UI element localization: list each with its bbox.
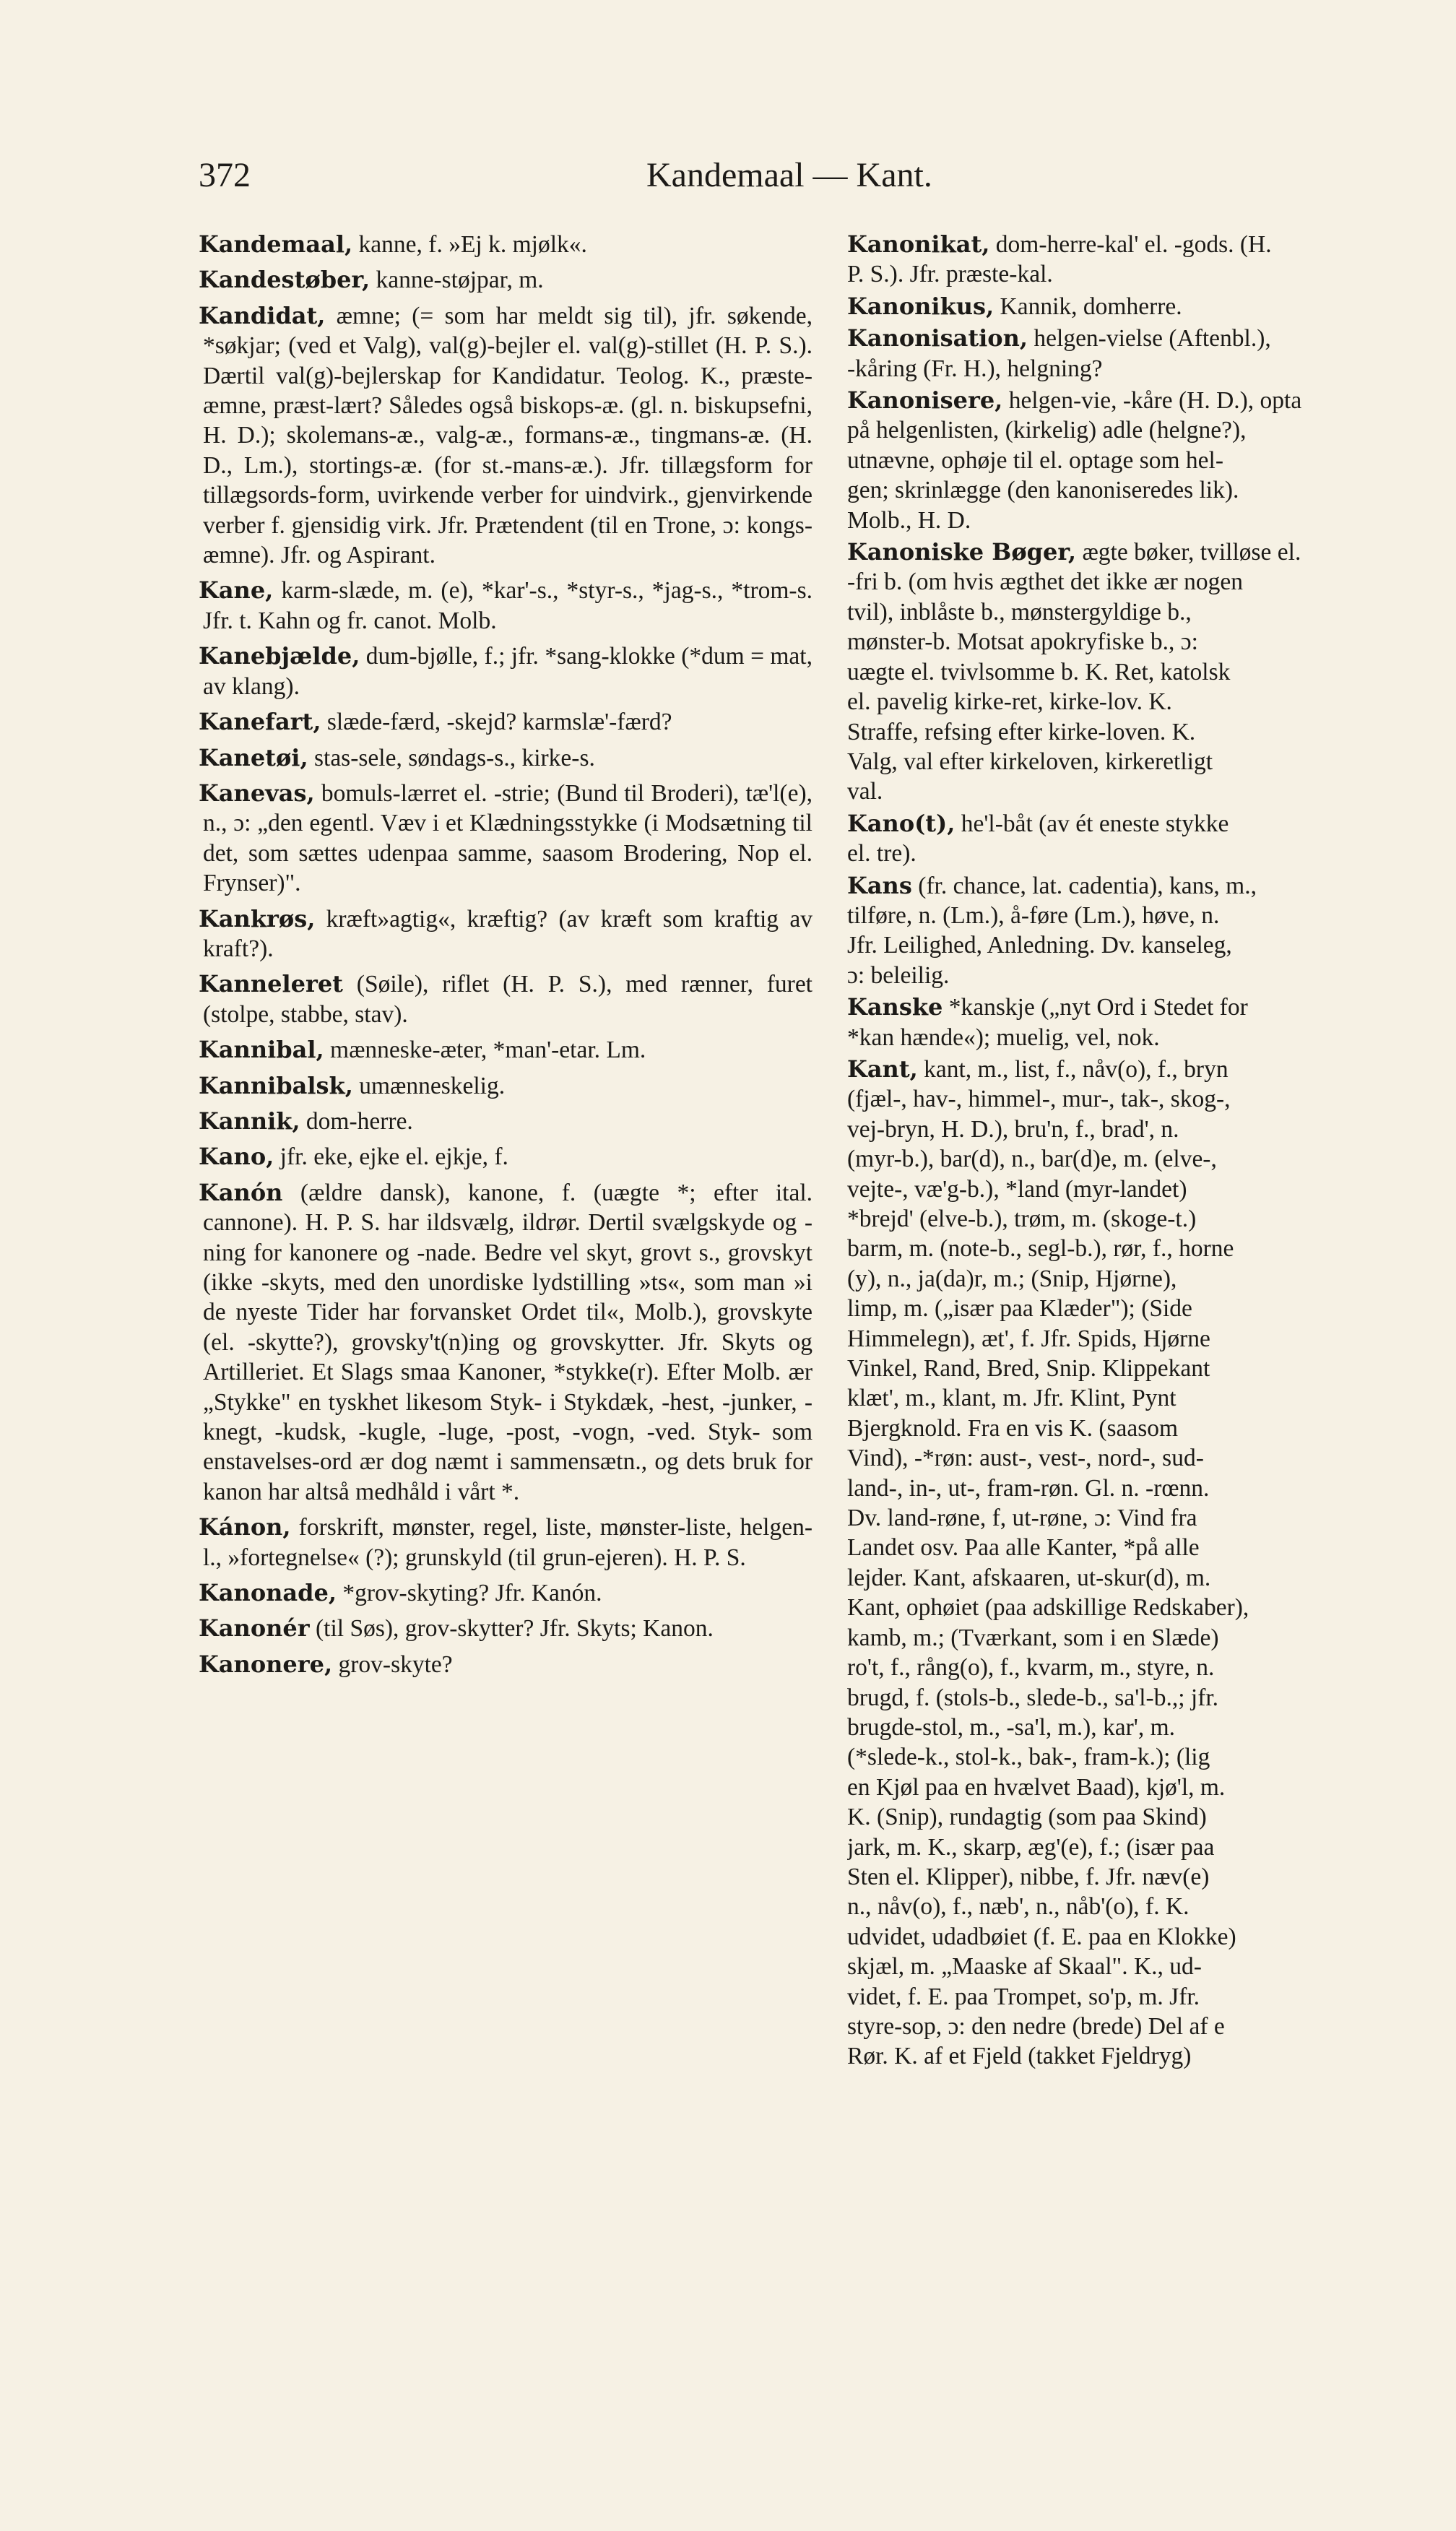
dictionary-entry — [199, 779, 812, 899]
definition: stas-sele, søndags-s., kirke-s. — [308, 744, 595, 771]
definition-continuation: brugd, f. (stols-b., slede-b., sa'l-b.,; jfr. — [847, 1684, 1219, 1711]
definition: kræft»agtig«, kræftig? (av kræft som kraftig av kraft?). — [203, 905, 812, 962]
definition-continuation: Himmelegn), æt', f. Jfr. Spids, Hjørne — [847, 1325, 1210, 1352]
definition-continuation: ro't, f., rång(o), f., kvarm, m., styre, n. — [847, 1654, 1215, 1682]
definition: mænneske-æter, *man'-etar. Lm. — [324, 1037, 646, 1064]
definition-continuation: udvidet, udadbøiet (f. E. paa en Klokke) — [847, 1923, 1236, 1950]
headword: Kanón — [199, 1178, 283, 1206]
definition-continuation: jark, m. K., skarp, æg'(e), f.; (især paa — [847, 1833, 1215, 1861]
definition-continuation: tvil), inblåste b., mønstergyldige b., — [847, 598, 1192, 626]
page-number: 372 — [199, 156, 251, 194]
definition-continuation: Molb., H. D. — [847, 506, 971, 534]
dictionary-entry — [199, 641, 812, 701]
headword: Kano, — [199, 1143, 274, 1171]
dictionary-entry — [199, 265, 812, 295]
definition-continuation: *kan hænde«); muelig, vel, nok. — [847, 1024, 1160, 1051]
definition-continuation: Rør. K. af et Fjeld (takket Fjeldryg) — [847, 2043, 1192, 2070]
definition: kanne-støjpar, m. — [370, 267, 544, 294]
headword: Kannik, — [199, 1107, 300, 1135]
definition-continuation: gen; skrinlægge (den kanoniseredes lik). — [847, 477, 1239, 504]
headword: Kant, — [847, 1055, 918, 1083]
dictionary-entry — [199, 1513, 812, 1572]
definition-continuation: utnævne, ophøje til el. optage som hel- — [847, 446, 1224, 474]
definition: Kannik, domherre. — [994, 293, 1182, 320]
definition: (til Søs), grov-skytter? Jfr. Skyts; Kanon. — [309, 1615, 714, 1643]
definition: he'l-båt (av ét eneste stykke — [955, 810, 1229, 837]
dictionary-entry — [847, 871, 1456, 991]
definition: forskrift, mønster, regel, liste, mønster-liste, helgen-l., »fortegnelse« (?); grunskyld (til grun-ejeren). H. P. S. — [203, 1514, 812, 1571]
definition-continuation: Vind), -*røn: aust-, vest-, nord-, sud- — [847, 1445, 1204, 1472]
definition-continuation: el. tre). — [847, 840, 916, 868]
headword: Kanebjælde, — [199, 642, 360, 670]
definition-continuation: Valg, val efter kirkeloven, kirkeretligt — [847, 748, 1213, 775]
definition: bomuls-lærret el. -strie; (Bund til Broderi), tæ'l(e), n., ɔ: „den egentl. Væv i et Klædningsstykke (i Modsætning til det, som sættes udenpaa samme, saasom Brodering, Nop el. Frynser)". — [203, 779, 812, 897]
definition-continuation: Landet osv. Paa alle Kanter, *på alle — [847, 1534, 1200, 1562]
definition-continuation: lejder. Kant, afskaaren, ut-skur(d), m. — [847, 1564, 1211, 1591]
dictionary-entry — [199, 1035, 812, 1065]
definition-continuation: P. S.). Jfr. præste-kal. — [847, 261, 1053, 288]
headword: Kandemaal, — [199, 230, 353, 258]
dictionary-entry — [199, 1107, 812, 1136]
headword: Kane, — [199, 576, 274, 605]
dictionary-entry — [847, 537, 1456, 807]
headword: Kanonade, — [199, 1579, 337, 1607]
definition: slæde-færd, -skejd? karmslæ'-færd? — [321, 709, 672, 736]
definition-continuation: el. pavelig kirke-ret, kirke-lov. K. — [847, 688, 1172, 716]
headword: Kanneleret — [199, 970, 343, 998]
definition: dum-bjølle, f.; jfr. *sang-klokke (*dum = mat, av klang). — [203, 643, 812, 700]
definition: ægte bøker, tvilløse el. — [1076, 539, 1301, 566]
definition-continuation: uægte el. tvivlsomme b. K. Ret, katolsk — [847, 658, 1231, 685]
definition-continuation: (y), n., ja(da)r, m.; (Snip, Hjørne), — [847, 1265, 1177, 1292]
headword: Kannibalsk, — [199, 1071, 353, 1099]
definition-continuation: Straffe, refsing efter kirke-loven. K. — [847, 718, 1196, 745]
definition: *kanskje („nyt Ord i Stedet for — [942, 994, 1248, 1021]
definition-continuation: vej-bryn, H. D.), bru'n, f., brad', n. — [847, 1115, 1179, 1143]
definition-continuation: Vinkel, Rand, Bred, Snip. Klippekant — [847, 1355, 1210, 1383]
definition-continuation: videt, f. E. paa Trompet, so'p, m. Jfr. — [847, 1983, 1200, 2010]
definition-continuation: på helgenlisten, (kirkelig) adle (helgne?), — [847, 417, 1247, 444]
dictionary-entry — [199, 1614, 812, 1643]
definition: (Søile), riflet (H. P. S.), med rænner, furet (stolpe, stabbe, stav). — [203, 971, 812, 1028]
headword: Kannibal, — [199, 1036, 324, 1064]
definition: (ældre dansk), kanone, f. (uægte *; efter ital. cannone). H. P. S. har ildsvælg, ildrør. Dertil svælgskyde og -ning for kanonere og -nade. Bedre vel skyt, grovt s., grovskyt (ikke -skyts, med den unordiske lydstilling »ts«, som man »i de nyeste Tider har forvansket Ordet til«, Molb.), grovskyte (el. -skytte?), grovsky't(n)ing og grovskytter. Jfr. Skyts og Artilleriet. Et Slags smaa Kanoner, *stykke(r). Efter Molb. ær „Stykke" en tyskhet likesom Styk- i Stykdæk, -hest, -junker, -knegt, -kudsk, -kugle, -luge, -post, -vogn, -ved. Styk- som enstavelses-ord ær dog næmt i sammensætn., og dets bruk for kanon har altså medhåld i vårt *. — [203, 1179, 812, 1505]
headword: Kandidat, — [199, 301, 326, 329]
definition-continuation: mønster-b. Motsat apokryfiske b., ɔ: — [847, 628, 1198, 656]
definition-continuation: klæt', m., klant, m. Jfr. Klint, Pynt — [847, 1385, 1176, 1412]
dictionary-entry — [847, 809, 1456, 869]
dictionary-entry — [847, 324, 1456, 384]
dictionary-entry — [847, 230, 1456, 290]
left-column — [199, 230, 812, 2512]
definition-continuation: skjæl, m. „Maaske af Skaal". K., ud- — [847, 1953, 1202, 1981]
dictionary-entry — [199, 1142, 812, 1172]
headword: Kánon, — [199, 1513, 291, 1541]
headword: Kanetøi, — [199, 743, 308, 771]
headword: Kans — [847, 871, 912, 899]
headword: Kanonikus, — [847, 292, 994, 320]
definition: dom-herre. — [300, 1107, 413, 1135]
dictionary-entry — [199, 969, 812, 1029]
headword: Kanonikat, — [847, 230, 990, 258]
definition: *grov-skyting? Jfr. Kanón. — [337, 1580, 602, 1607]
headword: Kanonisere, — [847, 386, 1003, 415]
headword: Kanonere, — [199, 1650, 333, 1678]
definition-continuation: ɔ: beleilig. — [847, 961, 950, 989]
running-title: Kandemaal — Kant. — [646, 156, 932, 194]
headword: Kankrøs, — [199, 904, 316, 933]
definition-continuation: barm, m. (note-b., segl-b.), rør, f., horne — [847, 1235, 1234, 1263]
definition: æmne; (= som har meldt sig til), jfr. søkende, *søkjar; (ved et Valg), val(g)-bejler el. val(g)-stillet (H. P. S.). Dærtil val(g)-bejlerskap for Kandidatur. Teolog. K., præste-æmne, præst-lært? Således også biskops-æ. (gl. n. biskupsefni, H. D.); skolemans-æ., valg-æ., formans-æ., tingmans-æ. (H. D., Lm.), stortings-æ. (for st.-mans-æ.). Jfr. tillægsform for tillægsords-form, uvirkende verber for uindvirk., gjenvirkende verber f. gjensidig virk. Jfr. Prætendent (til en Trone, ɔ: kongs-æmne). Jfr. og Aspirant. — [203, 302, 812, 569]
page-header — [199, 155, 1455, 206]
headword: Kanonisation, — [847, 324, 1028, 352]
dictionary-entry — [199, 707, 812, 737]
headword: Kanoniske Bøger, — [847, 538, 1077, 566]
dictionary-entry — [847, 386, 1456, 535]
definition-continuation: (myr-b.), bar(d), n., bar(d)e, m. (elve-, — [847, 1146, 1217, 1173]
headword: Kandestøber, — [199, 266, 370, 294]
definition-continuation: land-, in-, ut-, fram-røn. Gl. n. -rœnn. — [847, 1474, 1210, 1502]
definition-continuation: styre-sop, ɔ: den nedre (brede) Del af e — [847, 2012, 1225, 2040]
headword: Kanefart, — [199, 708, 321, 736]
definition-continuation: brugde-stol, m., -sa'l, m.), kar', m. — [847, 1713, 1176, 1741]
dictionary-entry — [199, 301, 812, 571]
definition-continuation: vejte-, væ'g-b.), *land (myr-landet) — [847, 1175, 1187, 1203]
definition: umænneskelig. — [352, 1072, 506, 1099]
definition-continuation: -fri b. (om hvis ægthet det ikke ær nogen — [847, 568, 1244, 596]
headword: Kanevas, — [199, 779, 315, 807]
dictionary-entry — [199, 1578, 812, 1608]
dictionary-entry — [199, 743, 812, 773]
definition-continuation: en Kjøl paa en hvælvet Baad), kjø'l, m. — [847, 1773, 1226, 1801]
definition: helgen-vie, -kåre (H. D.), opta — [1002, 387, 1302, 415]
headword: Kanonér — [199, 1614, 310, 1643]
definition: kant, m., list, f., nåv(o), f., bryn — [917, 1055, 1228, 1083]
dictionary-entry — [199, 576, 812, 636]
definition-continuation: Jfr. Leilighed, Anledning. Dv. kanseleg, — [847, 932, 1232, 959]
dictionary-entry — [199, 1650, 812, 1679]
headword: Kanske — [847, 993, 943, 1021]
definition-continuation: Dv. land-røne, f, ut-røne, ɔ: Vind fra — [847, 1505, 1197, 1532]
definition: kanne, f. »Ej k. mjølk«. — [352, 231, 587, 258]
dictionary-entry — [199, 1178, 812, 1507]
definition: jfr. eke, ejke el. ejkje, f. — [274, 1143, 508, 1171]
definition-continuation: (fjæl-, hav-, himmel-, mur-, tak-, skog-, — [847, 1086, 1231, 1113]
definition: (fr. chance, lat. cadentia), kans, m., — [911, 872, 1257, 899]
definition-continuation: Sten el. Klipper), nibbe, f. Jfr. næv(e) — [847, 1863, 1210, 1890]
definition-continuation: kamb, m.; (Tværkant, som i en Slæde) — [847, 1624, 1219, 1651]
definition: grov-skyte? — [332, 1650, 453, 1678]
right-column — [847, 230, 1456, 2512]
definition: helgen-vielse (Aftenbl.), — [1028, 325, 1271, 352]
dictionary-entry — [847, 992, 1456, 1052]
definition: karm-slæde, m. (e), *kar'-s., *styr-s., *jag-s., *trom-s. Jfr. t. Kahn og fr. canot. Molb. — [203, 577, 812, 634]
definition-continuation: Kant, ophøiet (paa adskillige Redskaber), — [847, 1594, 1249, 1622]
definition: dom-herre-kal' el. -gods. (H. — [989, 231, 1272, 258]
dictionary-entry — [847, 292, 1456, 321]
headword: Kano(t), — [847, 809, 956, 837]
dictionary-entry — [199, 230, 812, 259]
definition-continuation: tilføre, n. (Lm.), å-føre (Lm.), høve, n. — [847, 901, 1220, 929]
definition-continuation: K. (Snip), rundagtig (som paa Skind) — [847, 1804, 1207, 1831]
dictionary-entry — [199, 904, 812, 964]
dictionary-entry — [847, 1055, 1456, 2072]
definition-continuation: Bjergknold. Fra en vis K. (saasom — [847, 1414, 1179, 1442]
dictionary-entry — [199, 1071, 812, 1101]
definition-continuation: -kåring (Fr. H.), helgning? — [847, 355, 1103, 382]
definition-continuation: limp, m. („især paa Klæder"); (Side — [847, 1295, 1192, 1323]
definition-continuation: val. — [847, 778, 883, 805]
definition-continuation: *brejd' (elve-b.), trøm, m. (skoge-t.) — [847, 1206, 1197, 1232]
definition-continuation: (*slede-k., stol-k., bak-, fram-k.); (lig — [847, 1744, 1210, 1771]
definition-continuation: n., nåv(o), f., næb', n., nåb'(o), f. K. — [847, 1893, 1190, 1921]
